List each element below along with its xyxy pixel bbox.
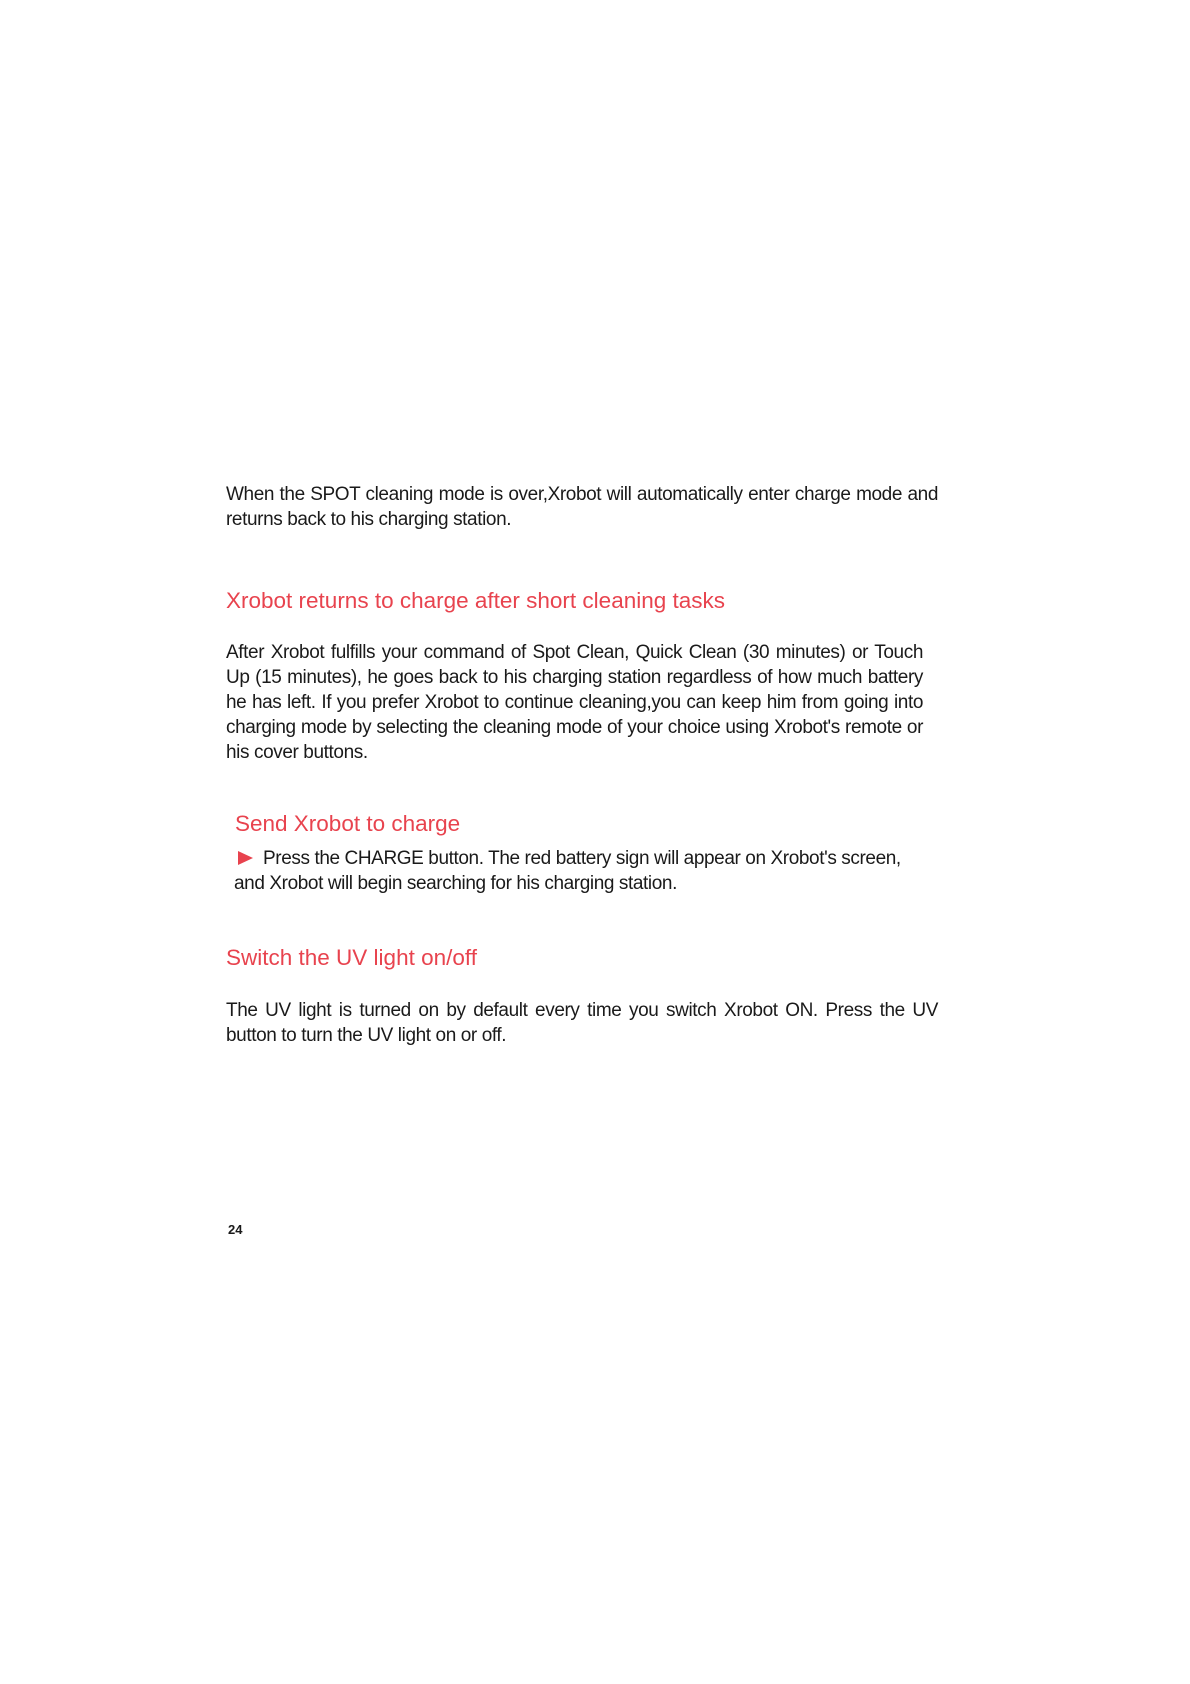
section-heading-send-to-charge: Send Xrobot to charge <box>235 811 461 836</box>
uv-light-paragraph: The UV light is turned on by default every time you switch Xrobot ON. Press the UV button to turn the UV light on or off. <box>226 1000 938 1046</box>
intro-paragraph: When the SPOT cleaning mode is over,Xrobot will automatically enter charge mode and returns back to his charging station. <box>226 484 938 530</box>
send-to-charge-paragraph <box>234 846 934 896</box>
section-heading-uv-light: Switch the UV light on/off <box>226 945 477 970</box>
red-triangle-arrow-icon <box>238 851 253 865</box>
send-to-charge-text: Press the CHARGE button. The red battery sign will appear on Xrobot's screen, and Xrobot will begin searching for his charging station. <box>234 848 901 894</box>
return-to-charge-paragraph: After Xrobot fulfills your command of Spot Clean, Quick Clean (30 minutes) or Touch Up (15 minutes), he goes back to his charging station regardless of how much battery he has left. If you prefer Xrobot to continue cleaning,you can keep him from going into charging mode by selecting the cleaning mode of your choice using Xrobot's remote or his cover buttons. <box>226 642 923 763</box>
section-heading-return-to-charge: Xrobot returns to charge after short cleaning tasks <box>226 588 726 613</box>
page-number: 24 <box>228 1222 243 1237</box>
